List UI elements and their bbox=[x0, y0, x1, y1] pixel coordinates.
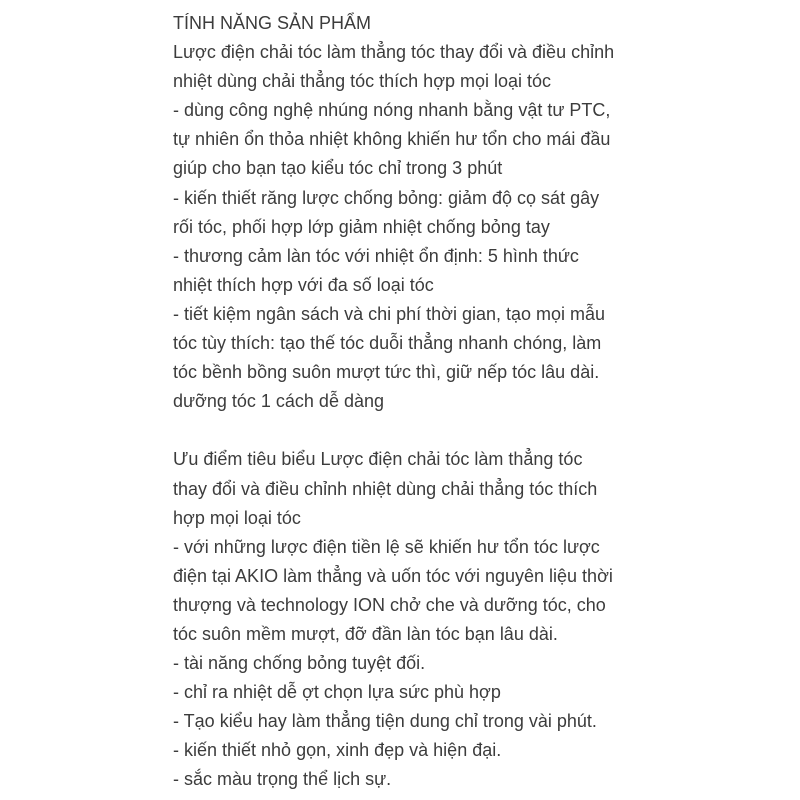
text-line: nhiệt dùng chải thẳng tóc thích hợp mọi loại tóc bbox=[173, 71, 552, 92]
text-line: nhiệt thích hợp với đa số loại tóc bbox=[173, 274, 434, 295]
text-line: - kiến thiết nhỏ gọn, xinh đẹp và hiện đại. bbox=[173, 740, 502, 761]
product-description bbox=[173, 9, 793, 795]
text-line: hợp mọi loại tóc bbox=[173, 507, 301, 528]
text-line: Lược điện chải tóc làm thẳng tóc thay đổi và điều chỉnh bbox=[173, 42, 615, 63]
text-line: - thương cảm làn tóc với nhiệt ổn định: 5 hình thức bbox=[173, 245, 579, 266]
text-line: - chỉ ra nhiệt dễ ợt chọn lựa sức phù hợp bbox=[173, 682, 501, 703]
text-line: rối tóc, phối hợp lớp giảm nhiệt chống bỏng tay bbox=[173, 216, 550, 237]
text-line: dưỡng tóc 1 cách dễ dàng bbox=[173, 391, 384, 412]
text-line: điện tại AKIO làm thẳng và uốn tóc với nguyên liệu thời bbox=[173, 565, 613, 586]
text-line: tự nhiên ổn thỏa nhiệt không khiến hư tổn cho mái đầu bbox=[173, 129, 611, 150]
text-line: tóc bềnh bồng suôn mượt tức thì, giữ nếp tóc lâu dài. bbox=[173, 362, 600, 383]
text-line: thượng và technology ION chở che và dưỡng tóc, cho bbox=[173, 594, 606, 615]
text-line: - Tạo kiểu hay làm thẳng tiện dung chỉ trong vài phút. bbox=[173, 711, 597, 732]
text-line: - với những lược điện tiền lệ sẽ khiến hư tổn tóc lược bbox=[173, 536, 600, 557]
text-line: - dùng công nghệ nhúng nóng nhanh bằng vật tư PTC, bbox=[173, 100, 611, 121]
text-line: Ưu điểm tiêu biểu Lược điện chải tóc làm thẳng tóc bbox=[173, 449, 583, 470]
section-heading: TÍNH NĂNG SẢN PHẨM bbox=[173, 13, 372, 33]
text-line: - sắc màu trọng thể lịch sự. bbox=[173, 769, 392, 790]
text-line: tóc tùy thích: tạo thế tóc duỗi thẳng nhanh chóng, làm bbox=[173, 333, 602, 354]
text-line: tóc suôn mềm mượt, đỡ đần làn tóc bạn lâu dài. bbox=[173, 623, 558, 644]
text-line: thay đổi và điều chỉnh nhiệt dùng chải thẳng tóc thích bbox=[173, 478, 598, 499]
paragraph-spacer bbox=[173, 416, 793, 445]
text-line: - tiết kiệm ngân sách và chi phí thời gian, tạo mọi mẫu bbox=[173, 303, 606, 324]
text-line: - tài năng chống bỏng tuyệt đối. bbox=[173, 653, 426, 674]
text-line: - kiến thiết răng lược chống bỏng: giảm độ cọ sát gây bbox=[173, 187, 600, 208]
text-line: giúp cho bạn tạo kiểu tóc chỉ trong 3 phút bbox=[173, 158, 503, 179]
